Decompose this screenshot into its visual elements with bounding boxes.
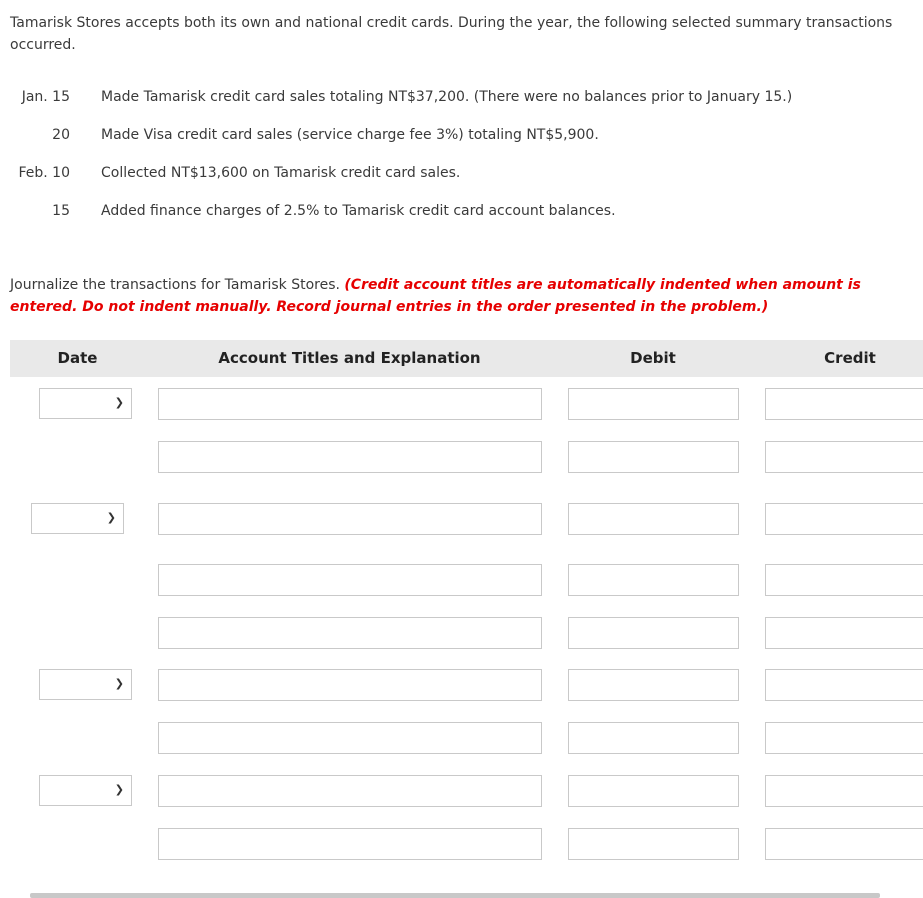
debit-input[interactable] [568, 722, 739, 754]
account-title-input[interactable] [158, 617, 542, 649]
account-title-input[interactable] [158, 828, 542, 860]
instructions-note: (Credit account titles are automatically indented when amount is entered. Do not indent manually. Record journal entries in the order presented in the problem.) [10, 277, 861, 315]
credit-input[interactable] [765, 722, 923, 754]
account-title-input[interactable] [158, 503, 542, 535]
account-title-input[interactable] [158, 775, 542, 807]
account-title-input[interactable] [158, 441, 542, 473]
date-select[interactable] [39, 775, 132, 806]
credit-input[interactable] [765, 828, 923, 860]
date-select[interactable] [31, 503, 124, 534]
credit-input[interactable] [765, 388, 923, 420]
header-date: Date [57, 349, 98, 367]
debit-input[interactable] [568, 775, 739, 807]
transaction-date: Jan. 15 [21, 89, 70, 105]
credit-input[interactable] [765, 617, 923, 649]
transaction-date: Feb. 10 [18, 165, 70, 181]
header-account-titles: Account Titles and Explanation [218, 349, 481, 367]
header-debit: Debit [630, 349, 676, 367]
debit-input[interactable] [568, 828, 739, 860]
credit-input[interactable] [765, 669, 923, 701]
credit-input[interactable] [765, 503, 923, 535]
transaction-description: Made Tamarisk credit card sales totaling NT$37,200. (There were no balances prior to January 15.) [101, 89, 793, 105]
header-credit: Credit [824, 349, 876, 367]
journal-table-header [10, 340, 923, 377]
account-title-input[interactable] [158, 388, 542, 420]
transaction-description: Made Visa credit card sales (service charge fee 3%) totaling NT$5,900. [101, 127, 599, 143]
account-title-input[interactable] [158, 722, 542, 754]
chevron-down-icon: ❯ [114, 783, 124, 796]
debit-input[interactable] [568, 441, 739, 473]
chevron-down-icon: ❯ [114, 396, 124, 409]
credit-input[interactable] [765, 441, 923, 473]
transaction-description: Collected NT$13,600 on Tamarisk credit card sales. [101, 165, 461, 181]
debit-input[interactable] [568, 503, 739, 535]
debit-input[interactable] [568, 617, 739, 649]
credit-input[interactable] [765, 564, 923, 596]
credit-input[interactable] [765, 775, 923, 807]
instructions-text: Journalize the transactions for Tamarisk Stores. [10, 277, 345, 293]
transaction-description: Added finance charges of 2.5% to Tamarisk credit card account balances. [101, 203, 616, 219]
chevron-down-icon: ❯ [114, 677, 124, 690]
chevron-down-icon: ❯ [106, 511, 116, 524]
transaction-date: 15 [52, 203, 70, 219]
transaction-date: 20 [52, 127, 70, 143]
debit-input[interactable] [568, 564, 739, 596]
problem-intro: Tamarisk Stores accepts both its own and national credit cards. During the year, the following selected summary transactions occurred. [10, 15, 893, 53]
debit-input[interactable] [568, 388, 739, 420]
account-title-input[interactable] [158, 669, 542, 701]
account-title-input[interactable] [158, 564, 542, 596]
debit-input[interactable] [568, 669, 739, 701]
instructions [10, 274, 920, 318]
horizontal-scrollbar[interactable] [30, 893, 880, 898]
date-select[interactable] [39, 669, 132, 700]
date-select[interactable] [39, 388, 132, 419]
